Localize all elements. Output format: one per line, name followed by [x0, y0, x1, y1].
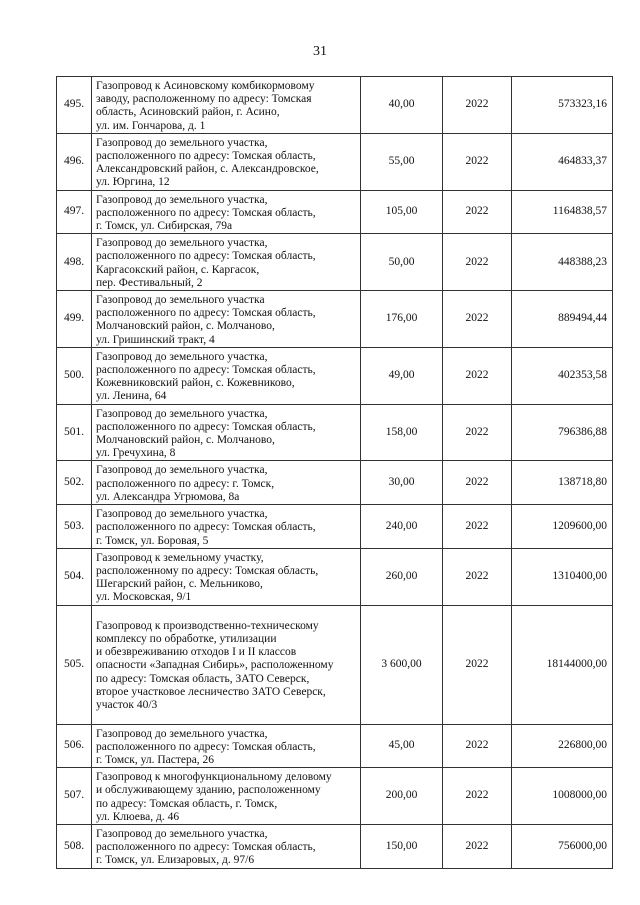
description-line: расположенного по адресу: Томская область,: [96, 841, 316, 854]
description-line: расположенного по адресу: Томская область,: [96, 420, 316, 433]
pipeline-length: 240,00: [361, 505, 443, 549]
description-line: ул. им. Гончарова, д. 1: [96, 119, 206, 132]
row-number: 495.: [57, 77, 92, 134]
object-description: [92, 548, 361, 605]
description-line: заводу, расположенному по адресу: Томская: [96, 93, 312, 106]
construction-year: 2022: [443, 133, 512, 190]
table-row: [57, 505, 613, 549]
construction-year: 2022: [443, 768, 512, 825]
estimated-cost: 18144000,00: [512, 605, 613, 724]
estimated-cost: 448388,23: [512, 234, 613, 291]
object-description: [92, 824, 361, 868]
estimated-cost: 226800,00: [512, 724, 613, 768]
object-description: [92, 347, 361, 404]
table-row: [57, 234, 613, 291]
description-line: г. Томск, ул. Сибирская, 79а: [96, 220, 233, 233]
pipeline-length: 45,00: [361, 724, 443, 768]
pipeline-length: 176,00: [361, 291, 443, 348]
description-line: область, Асиновский район, г. Асино,: [96, 106, 280, 119]
description-line: ул. Клюева, д. 46: [96, 810, 180, 823]
pipeline-length: 40,00: [361, 77, 443, 134]
description-line: участок 40/3: [96, 699, 158, 712]
row-number: 508.: [57, 824, 92, 868]
row-number: 496.: [57, 133, 92, 190]
estimated-cost: 1008000,00: [512, 768, 613, 825]
description-line: Молчановский район, с. Молчаново,: [96, 434, 275, 447]
object-description: [92, 133, 361, 190]
table-row: [57, 404, 613, 461]
description-line: ул. Гречухина, 8: [96, 447, 176, 460]
table-row: [57, 824, 613, 868]
object-description: [92, 404, 361, 461]
description-line: расположенному по адресу: Томская область,: [96, 564, 319, 577]
pipeline-length: 55,00: [361, 133, 443, 190]
estimated-cost: 1209600,00: [512, 505, 613, 549]
row-number: 503.: [57, 505, 92, 549]
estimated-cost: 573323,16: [512, 77, 613, 134]
description-line: Газопровод до земельного участка,: [96, 193, 268, 206]
construction-year: 2022: [443, 234, 512, 291]
description-line: Шегарский район, с. Мельниково,: [96, 578, 263, 591]
estimated-cost: 889494,44: [512, 291, 613, 348]
description-line: Газопровод до земельного участка,: [96, 464, 268, 477]
table-row: [57, 605, 613, 724]
object-description: [92, 505, 361, 549]
description-line: Каргасокский район, с. Каргасок,: [96, 263, 260, 276]
table-row: [57, 347, 613, 404]
estimated-cost: 138718,80: [512, 461, 613, 505]
row-number: 507.: [57, 768, 92, 825]
construction-year: 2022: [443, 605, 512, 724]
table-row: [57, 548, 613, 605]
estimated-cost: 1310400,00: [512, 548, 613, 605]
row-number: 506.: [57, 724, 92, 768]
row-number: 501.: [57, 404, 92, 461]
object-description: [92, 724, 361, 768]
description-line: Кожевниковский район, с. Кожевниково,: [96, 377, 295, 390]
description-line: ул. Юргина, 12: [96, 176, 170, 189]
pipeline-length: 49,00: [361, 347, 443, 404]
table-row: [57, 291, 613, 348]
pipeline-length: 150,00: [361, 824, 443, 868]
description-line: Газопровод до земельного участка,: [96, 237, 268, 250]
description-line: ул. Московская, 9/1: [96, 591, 192, 604]
row-number: 505.: [57, 605, 92, 724]
pipeline-length: 200,00: [361, 768, 443, 825]
description-line: Газопровод до земельного участка,: [96, 407, 268, 420]
description-line: г. Томск, ул. Пастера, 26: [96, 753, 215, 766]
description-line: второе участковое лесничество ЗАТО Северск,: [96, 685, 326, 698]
row-number: 497.: [57, 190, 92, 234]
row-number: 499.: [57, 291, 92, 348]
description-line: опасности «Западная Сибирь», расположенному: [96, 659, 334, 672]
row-number: 502.: [57, 461, 92, 505]
construction-year: 2022: [443, 404, 512, 461]
description-line: комплексу по обработке, утилизации: [96, 633, 277, 645]
construction-year: 2022: [443, 347, 512, 404]
description-line: г. Томск, ул. Боровая, 5: [96, 534, 209, 547]
description-line: Газопровод до земельного участка,: [96, 827, 268, 840]
pipeline-length: 105,00: [361, 190, 443, 234]
description-line: по адресу: Томская область, ЗАТО Северск,: [96, 672, 310, 685]
description-line: расположенного по адресу: Томская область,: [96, 206, 316, 219]
pipeline-length: 50,00: [361, 234, 443, 291]
pipeline-length: 3 600,00: [361, 605, 443, 724]
description-line: пер. Фестивальный, 2: [96, 276, 203, 289]
description-line: Газопровод к земельному участку,: [96, 551, 264, 564]
object-description: [92, 461, 361, 505]
description-line: Газопровод до земельного участка,: [96, 727, 268, 740]
description-line: Газопровод к многофункциональному деловому: [96, 771, 332, 784]
construction-year: 2022: [443, 291, 512, 348]
pipeline-length: 158,00: [361, 404, 443, 461]
description-line: расположенного по адресу: Томская область,: [96, 740, 316, 753]
construction-year: 2022: [443, 824, 512, 868]
object-description: [92, 77, 361, 134]
construction-year: 2022: [443, 724, 512, 768]
description-line: и обезвреживанию отходов I и II классов: [96, 646, 297, 659]
construction-year: 2022: [443, 505, 512, 549]
construction-year: 2022: [443, 77, 512, 134]
table-row: [57, 724, 613, 768]
construction-year: 2022: [443, 461, 512, 505]
description-line: Александровский район, с. Александровское,: [96, 163, 319, 176]
table-row: [57, 190, 613, 234]
table-row: [57, 133, 613, 190]
row-number: 498.: [57, 234, 92, 291]
description-line: по адресу: Томская область, г. Томск,: [96, 797, 278, 810]
description-line: расположенного по адресу: Томская область,: [96, 307, 316, 320]
object-description: [92, 234, 361, 291]
pipeline-length: 30,00: [361, 461, 443, 505]
description-line: Газопровод к Асиновскому комбикормовому: [96, 80, 315, 92]
table-row: [57, 461, 613, 505]
description-line: ул. Александра Угрюмова, 8а: [96, 490, 240, 503]
description-line: ул. Ленина, 64: [96, 390, 167, 403]
description-line: расположенного по адресу: г. Томск,: [96, 477, 275, 490]
table-row: [57, 768, 613, 825]
object-description: [92, 768, 361, 825]
table-body: [57, 77, 613, 869]
page-number: 31: [313, 44, 327, 59]
description-line: г. Томск, ул. Елизаровых, д. 97/6: [96, 854, 255, 867]
description-line: Газопровод до земельного участка,: [96, 136, 268, 149]
object-description: [92, 291, 361, 348]
estimated-cost: 402353,58: [512, 347, 613, 404]
estimated-cost: 756000,00: [512, 824, 613, 868]
description-line: Молчановский район, с. Молчаново,: [96, 320, 275, 333]
estimated-cost: 1164838,57: [512, 190, 613, 234]
construction-year: 2022: [443, 548, 512, 605]
description-line: Газопровод до земельного участка,: [96, 508, 268, 521]
gas-pipeline-table: [56, 76, 613, 869]
object-description: [92, 605, 361, 724]
row-number: 500.: [57, 347, 92, 404]
description-line: расположенного по адресу: Томская область,: [96, 250, 316, 263]
description-line: ул. Гришинский тракт, 4: [96, 333, 215, 346]
row-number: 504.: [57, 548, 92, 605]
object-description: [92, 190, 361, 234]
table-row: [57, 77, 613, 134]
construction-year: 2022: [443, 190, 512, 234]
description-line: и обслуживающему зданию, расположенному: [96, 784, 321, 797]
description-line: расположенного по адресу: Томская область,: [96, 150, 316, 163]
description-line: расположенного по адресу: Томская область,: [96, 521, 316, 534]
description-line: Газопровод до земельного участка: [96, 294, 265, 307]
description-line: Газопровод к производственно-техническому: [96, 619, 319, 632]
estimated-cost: 464833,37: [512, 133, 613, 190]
pipeline-length: 260,00: [361, 548, 443, 605]
description-line: расположенного по адресу: Томская область,: [96, 364, 316, 377]
estimated-cost: 796386,88: [512, 404, 613, 461]
description-line: Газопровод до земельного участка,: [96, 350, 268, 363]
